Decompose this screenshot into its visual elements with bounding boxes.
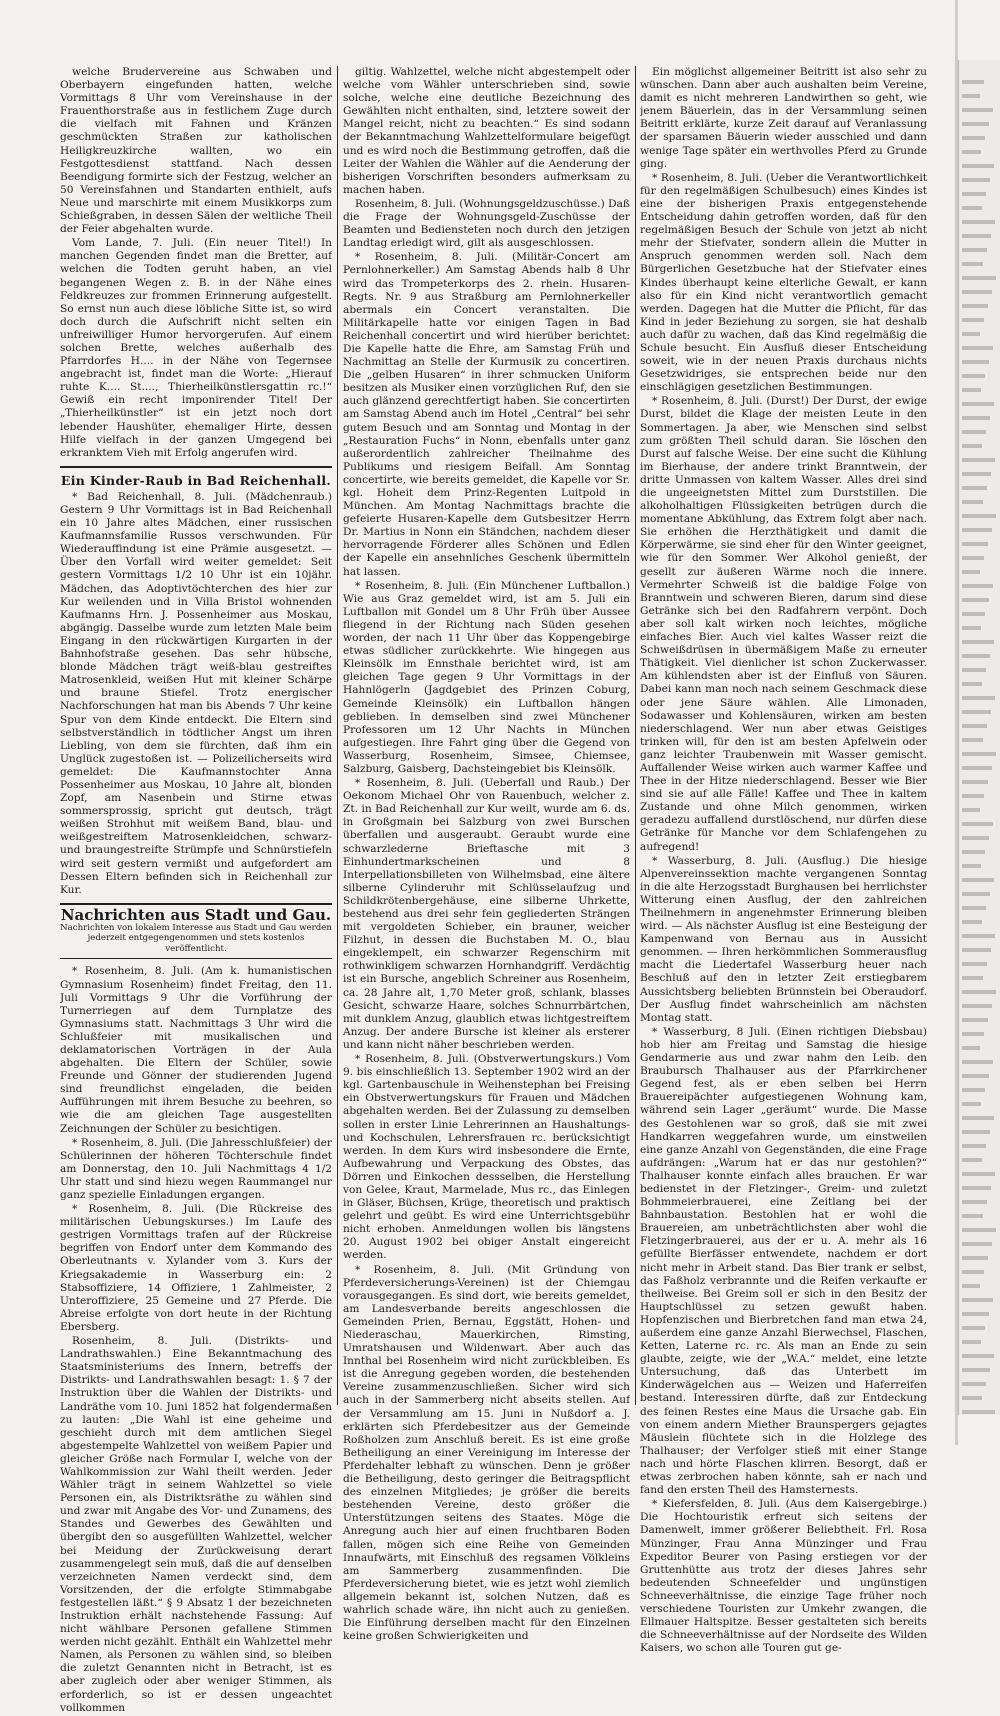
edge-text-line [962,444,982,448]
edge-text-line [962,108,993,112]
edge-text-line [962,1214,983,1218]
edge-text-line [962,248,987,252]
edge-text-line [962,1326,985,1330]
edge-text-line [962,178,990,182]
column-divider-2 [635,66,636,1405]
edge-text-line [962,1200,987,1204]
section-rule-nachrichten [60,903,332,905]
edge-text-line [962,192,986,196]
heading-kinder-raub: Ein Kinder-Raub in Bad Reichenhall. [60,472,332,488]
article-militaer-concert: * Rosenheim, 8. Juli. (Militär-Concert am Pernlohnerkeller.) Am Samstag Abends halb 8 Uhr wird das Trompeterkorps des 2. rhein. Husaren-Regts. Nr. 9 aus Straßburg am Pernlohnerkeller abermals ein Concert veranstalten. Die Militärkapelle hatte vor einigen Tagen in Bad Reichenhall concertirt und wird hierüber berichtet: Die Kapelle hatte die Ehre, am Samstag Früh und Nachmittag an Stelle der Kurmusik zu concertiren. Die „gelben Husaren“ in ihrer schmucken Uniform besitzen als Musiker einen vorzüglichen Ruf, den sie auch glänzend gerechtfertigt haben. Sie concertirten am Samstag Abend auch im Hotel „Central“ bei sehr gutem Besuch und am Sonntag und Montag in der „Restauration Fuchs“ in Nonn, ebenfalls unter ganz außerordentlich zahlreicher Theilnahme des Publikums und riesigem Beifall. Am Sonntag concertirte, wie bereits gemeldet, die Kapelle vor Sr. kgl. Hoheit dem Prinz-Regenten Luitpold in München. Am Montag Nachmittags brachte die gefeierte Husaren-Kapelle dem Gutsbesitzer Herrn Dr. Martius in Nonn ein Ständchen, nachdem dieser hervorragende Förderer alles Schönen und Edlen der Kapelle ein ansehnliches Geschenk übermitteln hat lassen. [343,251,630,578]
edge-text-line [962,668,986,672]
article-vom-lande: Vom Lande, 7. Juli. (Ein neuer Titel!) In manchen Gegenden findet man die Bretter, auf welchen die Todten geruht haben, an viel begangenen Wegen z. B. in der Nähe eines Feldkreuzes zur frommen Erinnerung aufgestellt. So ernst nun auch diese löbliche Sitte ist, so wird doch durch die Aufschrift nicht selten ein unfreiwilliger Humor hervorgerufen. Auf einem solchen Brette, welches außerhalb des Pfarrdorfes H.... in der Nähe von Tegernsee angebracht ist, findet man die Worte: „Hierauf ruhte K.... St...., Thierheilkünstlersgattin rc.!“ Gewiß ein recht imponirender Titel! Der „Thierheilkünstler“ ist ein jetzt noch dort lebender Haushüter, ehemaliger Hirte, dessen Hilfe vielfach in der ganzen Umgegend bei erkranktem Vieh mit Erfolg angerufen wird. [60,237,332,459]
article-pferdeversicherung: * Rosenheim, 8. Juli. (Mit Gründung von Pferdeversicherungs-Vereinen) ist der Chiemgau vorausgegangen. Es sind dort, wie bereits gemeldet, am Landesverbande bereits angeschlossen die Gemeinden Prien, Bernau, Eggstätt, Hohen- und Niederaschau, Mauerkirchen, Rimsting, Umratshausen und Wildenwart. Aber auch das Innthal bei Rosenheim wird nicht zurückbleiben. Es ist die Anregung gegeben worden, die bestehenden Vereine zusammenzuschließen. Sicher wird sich auch in der Sammerberg nicht abseits stellen. Auf der Versammlung am 15. Juni in Nußdorf a. J. erklärten sich Pferdebesitzer aus der Gemeinde Roßholzen zum Anschluß bereit. Es ist eine große Betheiligung an einer Vereinigung im Interesse der Pferdehalter lebhaft zu wünschen. Denn je größer die Betheiligung, desto geringer die Beitragspflicht des einzelnen Mitgliedes; je größer die bereits bestehenden Vereine, desto größer die Unterstützungen seitens des Staates. Möge die Anregung auch hier auf einen fruchtbaren Boden fallen, mögen sich eine Reihe von Gemeinden Innaufwärts, mit Einschluß des regsamen Völkleins am Sammerberg zusammenfinden. Die Pferdeversicherung bietet, wie es jetzt wohl ziemlich allgemein bekannt ist, solchen Nutzen, daß es wahrlich schade wäre, ihn nicht auch zu genießen. Die Einführung derselben macht für den Einzelnen keine großen Schwierigkeiten und [343,1263,630,1643]
edge-text-line [962,962,987,966]
edge-text-line [962,654,990,658]
edge-text-line [962,696,995,700]
edge-text-line [962,276,996,280]
edge-text-line [962,948,991,952]
edge-text-line [962,458,995,462]
edge-text-line [962,416,990,420]
edge-text-line [962,934,995,938]
edge-text-line [962,150,981,154]
edge-text-line [962,892,990,896]
article-diebsbau: * Wasserburg, 8 Juli. (Einen richtigen Diebsbau) hob hier am Freitag und Samstag die hiesige Gendarmerie aus und zwar nahm den Leib. den Braubursch Thalhauser aus der Pfarrkirchener Gegend fest, als er eben selben bei Herrn Brauereipächter aufgestiegenen Wohnung kam, während sein Lager „geräumt“ wurde. Die Masse des Gestohlenen war so groß, daß sie mit zwei Handkarren weggefahren wurde, um einstweilen eine ganze Anzahl von Gegenständen, die eine Frage aufdrängen: „Warum hat er das nur gestohlen?“ Thalhauser konnte einfach alles brauchen. Er war bedienstet in der Fletzinger-, Greim- und zuletzt Bohmmeierbrauerei, eine Zeitlang bei der Bahnbaustation. Bestohlen hat er wohl die Brauereien, am unbeträchtlichsten aber wohl die Fletzingerbrauerei, aus der er u. A. mehr als 16 gefüllte Bierfässer entwendete, nachdem er dort nicht mehr in Arbeit stand. Das Bier trank er selbst, das Faßholz verbrannte und die Reifen verkaufte er theilweise. Bei Greim soll er sich in den Besitz der Hauptschlüssel zu setzen gewußt haben. Hopfenzischen und Bierbretchen fand man etwa 24, außerdem eine ganze Anzahl Bierwechsel, Flaschen, Ketten, Laterne rc. rc. Als man an Ende zu sein glaubte, zeigte, wie der „W.A.“ meldet, eine letzte Untersuchung, daß das Unterbett im Kinderwägelchen aus — Weizen und Haferreifen bestand. Interessiren dürfte, daß zur Entdeckung des feinen Restes eine Maus die Ursache gab. Ein von einem andern Miether Braunspergers gejagtes Mäuslein flüchtete sich in die Holzlege des Thalhauser; der Verfolger stieß mit einer Stange nach und hörte Flaschen klirren. Besorgt, daß er etwas zerbrochen haben könnte, sah er nach und fand den ersten Theil des Hamsternests. [640,1025,927,1497]
heading-nachrichten: Nachrichten aus Stadt und Gau. [60,905,332,924]
edge-text-line [962,1186,991,1190]
edge-text-line [962,220,995,224]
section-rule-top [60,466,332,468]
edge-text-line [962,290,992,294]
edge-text-line [962,1298,993,1302]
edge-text-line [962,640,994,644]
edge-text-line [962,1228,996,1232]
edge-text-line [962,542,988,546]
edge-text-line [962,1116,994,1120]
edge-text-line [962,738,983,742]
edge-text-line [962,528,992,532]
edge-text-line [962,1004,992,1008]
edge-text-line [962,164,994,168]
edge-text-line [962,1032,984,1036]
edge-text-line [962,332,980,336]
column-3 [640,66,927,1656]
article-beitritt: Ein möglichst allgemeiner Beitritt ist also sehr zu wünschen. Dann aber auch aushalten beim Vereine, damit es nicht mehreren Landwirthen so geht, wie jenem Bäuerlein, das in der Versammlung seinen Beitritt erklärte, kurze Zeit darauf auf Veranlassung der sparsamen Bäuerin wieder ausschied und dann wenige Tage später ein werthvolles Pferd zu Grunde ging. [640,66,927,170]
edge-text-line [962,794,984,798]
edge-text-line [962,752,996,756]
edge-text-line [962,1284,980,1288]
edge-text-line [962,1396,982,1400]
edge-text-line [962,136,985,140]
edge-text-line [962,1074,989,1078]
edge-text-line [962,1046,980,1050]
edge-text-line [962,80,984,84]
edge-text-line [962,234,991,238]
edge-text-line [962,1340,981,1344]
edge-text-line [962,262,983,266]
edge-text-line [962,1312,989,1316]
edge-text-line [962,500,983,504]
edge-text-line [962,1354,994,1358]
article-luftballon: * Rosenheim, 8. Juli. (Ein Münchener Luftballon.) Wie aus Graz gemeldet wird, ist am 5. Juli ein Luftballon mit Gondel um 8 Uhr Früh über Aussee fliegend in der Richtung nach Süden gesehen worden, der nach 11 Uhr über das Koppengebirge etwas südlicher zurückkehrte. Wie hingegen aus Kleinsölk im Ennsthale berichtet wird, ist am gleichen Tage gegen 9 Uhr Vormittags in der Hahnlögerln (Jagdgebiet des Prinzen Coburg, Gemeinde Kleinsölk) ein Luftballon hängen geblieben. In demselben sind zwei Münchener Professoren um 12 Uhr Nachts in München aufgestiegen. Ihre Fahrt ging über die Gegend von Wasserburg, Rosenheim, Simsee, Chiemsee, Salzburg, Gaisberg, Dachsteingebiet bis Kleinsölk. [343,579,630,775]
edge-text-line [962,724,987,728]
edge-text-line [962,360,989,364]
edge-text-line [962,976,983,980]
edge-text-line [962,990,996,994]
edge-text-line [962,682,982,686]
edge-text-line [962,808,980,812]
edge-text-line [962,850,985,854]
edge-text-line [962,388,981,392]
article-ueberfall: * Rosenheim, 8. Juli. (Ueberfall und Raub.) Der Oekonom Michael Ohr von Rauenbuch, welcher z. Zt. in Bad Reichenhall zur Kur weilt, wurde am 6. ds. in Großgmain bei Salzburg von zwei Burschen überfallen und ausgeraubt. Geraubt wurde eine schwarzlederne Brieftasche mit 3 Einhundertmarkscheinen und 8 Interpellationsbilleten von Wilhelmsbad, eine ältere silberne Cylinderuhr mit Schlüsselaufzug und Schildkrötenbergehäuse, eine silberne Uhrkette, bestehend aus drei sehr fein gegliederten Strängen mit vergoldeten Schieber, ein brauner, weicher Filzhut, in dessen die Buchstaben M. O., blau eingeklempelt, ein schwarzer Regenschirm mit rothwinkligem schwarzen Hornhandgriff. Verdächtig ist ein Bursche, angeblich Schreiner aus Rosenheim, ca. 28 Jahre alt, 1,70 Meter groß, schlank, blasses Gesicht, schwarze Haare, solches Schnurrbärtchen, mit dunklem Anzug, glaublich etwas lichtgestreiftem Anzug. Der andere Bursche ist kleiner als ersterer und kann nicht näher beschrieben werden. [343,777,630,1051]
edge-text-line [962,598,989,602]
edge-text-line [962,864,981,868]
edge-text-line [962,626,981,630]
edge-text-line [962,584,993,588]
section-rule-thin [60,958,332,959]
column-divider-1 [337,66,338,1405]
edge-text-line [962,1172,995,1176]
edge-text-line [962,1088,985,1092]
nachrichten-subnote: Nachrichten von lokalem Interesse aus Stadt und Gau werden jederzeit entgegengenommen und stets kostenlos veröffentlicht. [60,922,332,954]
edge-text-line [962,1270,984,1274]
edge-text-line [962,374,985,378]
edge-text-line [962,1060,993,1064]
column-2 [343,66,630,1644]
edge-text-line [962,304,988,308]
edge-text-line [962,1410,995,1414]
edge-text-line [962,570,980,574]
edge-text-line [962,318,984,322]
edge-text-line [962,1382,986,1386]
edge-text-line [962,1368,990,1372]
article-kaisergebirge: * Kiefersfelden, 8. Juli. (Aus dem Kaisergebirge.) Die Hochtouristik erfreut sich seitens der Damenwelt, immer größerer Beliebtheit. Frl. Rosa Münzinger, Frau Anna Münzinger und Frau Expeditor Beurer von Pasing erstiegen vor der Gruttenhütte aus trotz der dieses Jahres sehr bedeutenden Schneefelder und ungünstigen Schneeverhältnisse, die einzige Tage früher noch verschiedene Touristen zur Umkehr zwangen, die Ellmauer Haltspitze. Besser gestalteten sich bereits die Schneeverhältnisse auf der Nordseite des Wilden Kaisers, wo schon alle Touren gut ge- [640,1498,927,1655]
article-bruderverein: welche Brudervereine aus Schwaben und Oberbayern eingefunden hatten, welche Vormittags 8 Uhr vom Vereinshause in der Frauenthorstraße aus in festlichem Zuge durch die vielfach mit Fahnen und Kränzen geschmückten Straßen zur katholischen Heiligkreuzkirche wallten, wo ein Festgottesdienst stattfand. Nach dessen Beendigung formirte sich der Festzug, welcher an 50 Vereinsfahnen und Standarten enthielt, aufs Neue und marschirte mit einem Musikkorps zum Schießgraben, in dessen Sälen der weltliche Theil der Feier abgehalten wurde. [60,66,332,236]
article-kinder-raub: * Bad Reichenhall, 8. Juli. (Mädchenraub.) Gestern 9 Uhr Vormittags ist in Bad Reichenhall ein 10 Jahre altes Mädchen, einer russischen Kaufmannsfamilie Russos verschwunden. Für Wiederauffindung ist eine Prämie ausgesetzt. — Über den Vorfall wird weiter gemeldet: Seit gestern Vormittags 1/2 10 Uhr ist ein 10jähr. Mädchen, das Adoptivtöchterchen des hier zur Kur weilenden und in Villa Bristol wohnenden Kaufmanns Hrn. J. Possenheimer aus Moskau, abgängig. Dasselbe wurde zum letzten Male beim Eingang in den rückwärtigen Kurgarten in der Bahnhofstraße gesehen. Das sehr hübsche, blonde Mädchen trägt weiß-blau gestreiftes Matrosenkleid, weißen Hut mit kleiner Schärpe und braune Stiefel. Trotz energischer Nachforschungen hat man bis Abends 7 Uhr keine Spur von dem Kinde entdeckt. Die Eltern sind selbstverständlich in tödtlicher Angst um ihren Liebling, von dem sie fürchten, daß ihm ein Unglück zugestoßen ist. — Polizeilicherseits wird gemeldet: Die Kaufmannstochter Anna Possenheimer aus Moskau, 10 Jahre alt, blonden Zopf, am Nasenbein und Stirne etwas sommersprossig, spricht gut deutsch, trägt weißen Strohhut mit weißem Band, blau- und weißgestreiftem Matrosenkleidchen, schwarz- und braungestreifte Strümpfe und Schnürstiefeln wird seit gestern vermißt und aufgefordert am Dessen Eltern befinden sich in Reichenhall zur Kur. [60,490,332,896]
edge-text-line [962,346,993,350]
edge-text-line [962,878,994,882]
edge-text-line [962,1256,988,1260]
article-ausflug: * Wasserburg, 8. Juli. (Ausflug.) Die hiesige Alpenvereinssektion machte vergangenen Sonntag in die alte Herzogsstadt Burghausen bei herrlichster Witterung einen Ausflug, der den zahlreichen Theilnehmern in angenehmster Erinnerung bleiben wird. — Als nächster Ausflug ist eine Besteigung der Kampenwand von Bernau aus in Aussicht genommen. — Ihren herkömmlichen Sommerausflug macht die Liedertafel Wasserburg heuer nach Beschluß auf den in letzter Zeit erstiegbarem Aussichtsberg beliebten Brünnstein bei Oberaudorf. Der Ausflug findet wahrscheinlich am nächsten Montag statt. [640,854,927,1024]
edge-text-line [962,1130,990,1134]
edge-text-line [962,920,982,924]
article-landrathswahlen: Rosenheim, 8. Juli. (Distrikts- und Landrathswahlen.) Eine Bekanntmachung des Staatsministeriums des Innern, betreffs der Distrikts- und Landrathswahlen besagt: 1. § 7 der Instruktion über die Wahlen der Distrikts- und Landräthe vom 10. Juni 1852 hat folgendermaßen zu lauten: „Die Wahl ist eine geheime und geschieht durch mit dem amtlichen Siegel abgestempelte Wahlzettel von weißem Papier und gleicher Größe nach Formular I, welche von der Wahlkommission zur Wahl theilt werden. Jeder Wähler trägt in seinem Wahlzettel so viele Personen ein, als Distriktsräthe zu wählen sind und zwar mit Angabe des Vor- und Zunamens, des Standes und Gewerbes des Gewählten und übergibt den so ausgefüllten Wahlzettel, welcher bei Meidung der Zurückweisung derart zusammengelegt sein muß, daß die auf denselben verzeichneten Namen verdeckt sind, dem Vorsitzenden, der die erfolgte Stimmabgabe festgestellen läßt.“ § 9 Absatz 1 der bezeichneten Instruktion erhält nachstehende Fassung: Auf nicht wählbare Personen gefallene Stimmen werden nicht gezählt. Enthält ein Wahlzettel mehr Namen, als Personen zu wählen sind, so bleiben die zuletzt Genannten nicht in Betracht, ist es aber zugleich oder aber weniger Stimmen, als erforderlich, so ist er dessen ungeachtet vollkommen [60,1335,332,1714]
edge-text-line [962,94,980,98]
edge-text-line [962,1242,992,1246]
edge-text-line [962,486,987,490]
article-uebungskurs: * Rosenheim, 8. Juli. (Die Rückreise des militärischen Uebungskurses.) Im Laufe des gestrigen Vormittags trafen auf der Rückreise begriffen von Endorf unter dem Kommando des Oberleutnants v. Xylander vom 3. Kurs der Kriegsakademie in Wasserburg ein: 2 Stabsoffiziere, 14 Offiziere, 1 Zahlmeister, 2 Unteroffiziere, 25 Gemeine und 27 Pferde. Die Abreise erfolgte von dort heute in der Richtung Ebersberg. [60,1203,332,1333]
article-gymnasium: * Rosenheim, 8. Juli. (Am k. humanistischen Gymnasium Rosenheim) findet Freitag, den 11. Juli Vormittags 9 Uhr die Vorführung der Turnerriegen auf dem Turnplatze des Gymnasiums statt. Nachmittags 3 Uhr wird die Schlußfeier mit musikalischen und deklamatorischen Vorträgen in der Aula abgehalten. Die Eltern der Schüler, sowie Freunde und Gönner der studierenden Jugend sind freundlichst eingeladen, die beiden Aufführungen mit ihrem Besuche zu beehren, so wie die am gleichen Tage ausgestellten Zeichnungen der Schüler zu besichtigen. [60,965,332,1135]
edge-text-line [962,430,986,434]
article-wahlzettel-cont: giltig. Wahlzettel, welche nicht abgestempelt oder welche vom Wähler unterschrieben sind, sowie solche, welche eine deutliche Bezeichnung des Gewählten nicht enthalten, sind, letztere soweit der Mangel reicht, nicht zu beachten.“ Es sind sodann der Bekanntmachung Wahlzettelformulare beigefügt und es wird noch die Bestimmung getroffen, daß die Leiter der Wahlen die Wähler auf die Aenderung der bisherigen Vorschriften besonders aufmerksam zu machen haben. [343,66,630,196]
edge-text-line [962,612,985,616]
article-durst: * Rosenheim, 8. Juli. (Durst!) Der Durst, der ewige Durst, bildet die Klage der meisten Leute in den Sommertagen. Ja aber, wie Menschen sind selbst zum größten Theil schuld daran. Sie löschen den Durst auf falsche Weise. Der eine sucht die Kühlung im Bierhause, der andere trinkt Branntwein, der dritte Unmassen von kaltem Wasser. Alles drei sind die ungeeignetsten Mittel zum Durststillen. Die alkoholhaltigen Flüssigkeiten betrügen durch die momentane Abkühlung, das Extrem folgt aber nach. Sie erhöhen die Herzthätigkeit und damit die Körperwärme, sie sind eher für den Winter geeignet, wie für den Sommer. Wer Alkohol genießt, der gesellt zur äußeren Wärme noch die innere. Vermehrter Schweiß ist die baldige Folge von Branntwein und schweren Bieren, darum sind diese Getränke sich bei den Radfahrern verpönt. Doch aber soll kalt wirken noch leichtes, mögliche einfaches Bier. Auch viel kaltes Wasser reizt die Schweißdrüsen in übermäßigem Maße zu erneuter Thätigkeit. Viel dienlicher ist schon Zuckerwasser. Am kühlendsten aber ist der Einfluß von Säuren. Dabei kann man noch nach seinem Geschmack diese oder jene Säure wählen. Alle Limonaden, Sodawasser und Kohlensäuren, wirken am besten niederschlagend. Wer nun aber etwas Geistiges trinken will, für den ist am besten Apfelwein oder ganz leichter Traubenwein mit Wasser gemischt. Auffallender Weise wirken auch warmer Kaffee und Thee in der Hitze niederschlagend. Besser wie Bier sind sie auf alle Fälle! Kaffee und Thee in kaltem Zustande und ohne Milch genommen, wirken geradezu auffallend durstlöschend, nur dürfen diese Getränke für Manche vor dem Schlafengehen zu aufregend! [640,395,927,853]
edge-text-line [962,836,989,840]
edge-text-line [962,1144,986,1148]
edge-text-line [962,1018,988,1022]
article-schulbesuch: * Rosenheim, 8. Juli. (Ueber die Verantwortlichkeit für den regelmäßigen Schulbesuch) eines Kindes ist eine der bisherigen Praxis entgegenstehende Entscheidung dahin getroffen worden, daß für den regelmäßigen Besuch der Schule von jetzt ab nicht mehr der Stiefvater, sondern allein die Mutter in Anspruch genommen werden soll. Nach dem Bürgerlichen Gesetzbuche hat der Stiefvater eines Kindes überhaupt keine elterliche Gewalt, er kann also für ein Kind nicht verantwortlich gemacht werden. Dagegen hat die Mutter die Pflicht, für das Kind in jeder Beziehung zu sorgen, sie hat deshalb auch dafür zu wachen, daß das Kind regelmäßig die Schule besucht. Ein Ausfluß dieser Entscheidung soweit, wie in der neuen Praxis durchaus nichts Gesetzwidriges, sie entsprechen beide nur den einschlägigen gesetzlichen Bestimmungen. [640,171,927,394]
edge-text-line [962,514,996,518]
edge-text-line [962,556,984,560]
edge-text-line [962,402,994,406]
edge-text-line [962,822,993,826]
edge-text-line [962,122,989,126]
edge-text-line [962,906,986,910]
edge-text-line [962,1102,981,1106]
article-toechterschule: * Rosenheim, 8. Juli. (Die Jahresschlußfeier) der Schülerinnen der höheren Töchterschule findet am Donnerstag, den 10. Juli Nachmittags 4 1/2 Uhr statt und sind hiezu wegen Raummangel nur ganz spezielle Einladungen ergangen. [60,1136,332,1201]
column-1 [60,66,332,1716]
adjacent-page-edge [958,60,1000,1415]
edge-text-line [962,206,982,210]
article-wohnungsgeld: Rosenheim, 8. Juli. (Wohnungsgeldzuschüsse.) Daß die Frage der Wohnungsgeld-Zuschüsse der Beamten und Bediensteten noch durch den jetzigen Landtag erledigt wird, gilt als ausgeschlossen. [343,197,630,250]
edge-text-line [962,472,991,476]
edge-text-line [962,1158,982,1162]
edge-text-line [962,766,992,770]
article-obstverwertung: * Rosenheim, 8. Juli. (Obstverwertungskurs.) Vom 9. bis einschließlich 13. September 1902 wird an der kgl. Gartenbauschule in Weihenstephan bei Freising ein Obstverwertungskurs für Frauen und Mädchen abgehalten werden. Bei der Zulassung zu demselben sollen in erster Linie Lehrerinnen an Haushaltungs- und Kochschulen, Lehrersfrauen rc. berücksichtigt werden. In dem Kurs wird insbesondere die Ernte, Aufbewahrung und Verpackung des Obstes, das Dörren und Einkochen dessselben, die Herstellung von Gelee, Kraut, Marmelade, Mus rc., das Einlegen in Gläser, Büchsen, Krüge, theoretisch und praktisch gelehrt und geübt. Es wird eine Unterrichtsgebühr nicht erhoben. Anmeldungen wollen bis längstens 20. August 1902 bei obiger Anstalt eingereicht werden. [343,1053,630,1262]
edge-text-line [962,710,991,714]
edge-text-line [962,780,988,784]
